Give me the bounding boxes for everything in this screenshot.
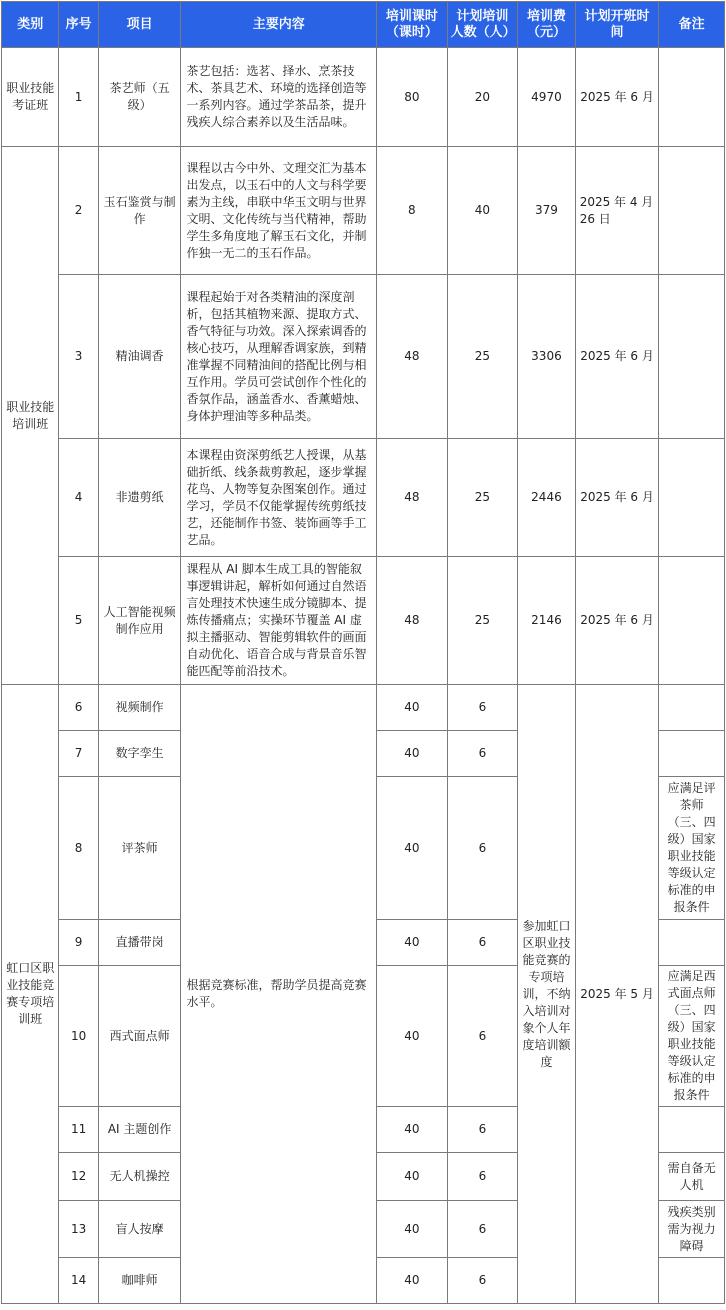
item-cell: 盲人按摩 bbox=[98, 1201, 181, 1258]
category-cell: 职业技能培训班 bbox=[2, 147, 59, 685]
fee-cell: 2446 bbox=[518, 439, 575, 557]
note-cell bbox=[659, 48, 725, 147]
hours-cell: 48 bbox=[377, 275, 448, 439]
no-cell: 9 bbox=[59, 920, 98, 966]
hours-cell: 48 bbox=[377, 439, 448, 557]
category-cell: 职业技能考证班 bbox=[2, 48, 59, 147]
no-cell: 10 bbox=[59, 966, 98, 1107]
content-cell: 课程以古今中外、文理交汇为基本出发点，以玉石中的人文与科学要素为主线，串联中华玉文明与世界文明、文化传统与当代精神，帮助学生多角度地了解玉石文化，并制作独一无二的玉石作品。 bbox=[181, 147, 377, 275]
category-cell: 虹口区职业技能竞赛专项培训班 bbox=[2, 685, 59, 1304]
people-cell: 20 bbox=[447, 48, 518, 147]
header-note: 备注 bbox=[659, 2, 725, 48]
no-cell: 2 bbox=[59, 147, 98, 275]
start-cell: 2025 年 6 月 bbox=[575, 275, 659, 439]
table-row bbox=[2, 147, 725, 275]
no-cell: 7 bbox=[59, 731, 98, 777]
people-cell: 6 bbox=[447, 1258, 518, 1304]
note-cell: 应满足评茶师（三、四级）国家职业技能等级认定标准的申报条件 bbox=[659, 777, 725, 920]
hours-cell: 40 bbox=[377, 1258, 448, 1304]
people-cell: 25 bbox=[447, 275, 518, 439]
fee-cell: 4970 bbox=[518, 48, 575, 147]
people-cell: 6 bbox=[447, 777, 518, 920]
header-no: 序号 bbox=[59, 2, 98, 48]
start-cell: 2025 年 5 月 bbox=[575, 685, 659, 1304]
note-cell bbox=[659, 557, 725, 685]
content-cell: 根据竞赛标准，帮助学员提高竞赛水平。 bbox=[181, 685, 377, 1304]
item-cell: 无人机操控 bbox=[98, 1153, 181, 1201]
table-row bbox=[2, 557, 725, 685]
item-cell: 视频制作 bbox=[98, 685, 181, 731]
note-cell: 残疾类别需为视力障碍 bbox=[659, 1201, 725, 1258]
item-cell: 西式面点师 bbox=[98, 966, 181, 1107]
training-table bbox=[1, 1, 725, 1304]
no-cell: 13 bbox=[59, 1201, 98, 1258]
header-content: 主要内容 bbox=[181, 2, 377, 48]
table-row bbox=[2, 48, 725, 147]
header-item: 项目 bbox=[98, 2, 181, 48]
hours-cell: 40 bbox=[377, 777, 448, 920]
note-cell bbox=[659, 1107, 725, 1153]
content-cell: 课程起始于对各类精油的深度剖析，包括其植物来源、提取方式、香气特征与功效。深入探索调香的核心技巧，从理解香调家族，到精准掌握不同精油间的搭配比例与相互作用。学员可尝试创作个性化的香氛作品，涵盖香水、香薰蜡烛、身体护理油等多种品类。 bbox=[181, 275, 377, 439]
header-category: 类别 bbox=[2, 2, 59, 48]
start-cell: 2025 年 6 月 bbox=[575, 48, 659, 147]
no-cell: 14 bbox=[59, 1258, 98, 1304]
hours-cell: 40 bbox=[377, 966, 448, 1107]
people-cell: 6 bbox=[447, 731, 518, 777]
note-cell bbox=[659, 685, 725, 731]
people-cell: 6 bbox=[447, 1153, 518, 1201]
note-cell bbox=[659, 920, 725, 966]
header-people: 计划培训人数（人） bbox=[447, 2, 518, 48]
fee-cell: 2146 bbox=[518, 557, 575, 685]
hours-cell: 40 bbox=[377, 731, 448, 777]
people-cell: 6 bbox=[447, 920, 518, 966]
hours-cell: 80 bbox=[377, 48, 448, 147]
table-row bbox=[2, 439, 725, 557]
start-cell: 2025 年 6 月 bbox=[575, 557, 659, 685]
item-cell: 咖啡师 bbox=[98, 1258, 181, 1304]
fee-cell: 379 bbox=[518, 147, 575, 275]
hours-cell: 48 bbox=[377, 557, 448, 685]
item-cell: AI 主题创作 bbox=[98, 1107, 181, 1153]
people-cell: 6 bbox=[447, 685, 518, 731]
content-cell: 茶艺包括：选茗、择水、烹茶技术、茶具艺术、环境的选择创造等一系列内容。通过学茶品茶，提升残疾人综合素养以及生活品味。 bbox=[181, 48, 377, 147]
no-cell: 8 bbox=[59, 777, 98, 920]
table-row bbox=[2, 685, 725, 731]
people-cell: 6 bbox=[447, 1107, 518, 1153]
item-cell: 非遗剪纸 bbox=[98, 439, 181, 557]
note-cell bbox=[659, 439, 725, 557]
header-hours: 培训课时（课时） bbox=[377, 2, 448, 48]
people-cell: 40 bbox=[447, 147, 518, 275]
item-cell: 人工智能视频制作应用 bbox=[98, 557, 181, 685]
fee-cell: 3306 bbox=[518, 275, 575, 439]
item-cell: 茶艺师（五级） bbox=[98, 48, 181, 147]
note-cell bbox=[659, 275, 725, 439]
hours-cell: 40 bbox=[377, 1201, 448, 1258]
header-start: 计划开班时间 bbox=[575, 2, 659, 48]
content-cell: 课程从 AI 脚本生成工具的智能叙事逻辑讲起，解析如何通过自然语言处理技术快速生成分镜脚本、提炼传播痛点；实操环节覆盖 AI 虚拟主播驱动、智能剪辑软件的画面自动优化、语音合成与背景音乐智能匹配等前沿技术。 bbox=[181, 557, 377, 685]
header-fee: 培训费（元） bbox=[518, 2, 575, 48]
note-cell bbox=[659, 1258, 725, 1304]
people-cell: 6 bbox=[447, 1201, 518, 1258]
note-cell: 需自备无人机 bbox=[659, 1153, 725, 1201]
hours-cell: 40 bbox=[377, 685, 448, 731]
note-cell: 应满足西式面点师（三、四级）国家职业技能等级认定标准的申报条件 bbox=[659, 966, 725, 1107]
table-row bbox=[2, 275, 725, 439]
no-cell: 3 bbox=[59, 275, 98, 439]
no-cell: 5 bbox=[59, 557, 98, 685]
item-cell: 评茶师 bbox=[98, 777, 181, 920]
fee-cell: 参加虹口区职业技能竞赛的专项培训，不纳入培训对象个人年度培训额度 bbox=[518, 685, 575, 1304]
item-cell: 玉石鉴赏与制作 bbox=[98, 147, 181, 275]
hours-cell: 40 bbox=[377, 1153, 448, 1201]
item-cell: 直播带岗 bbox=[98, 920, 181, 966]
header-row bbox=[2, 2, 725, 48]
people-cell: 25 bbox=[447, 439, 518, 557]
item-cell: 精油调香 bbox=[98, 275, 181, 439]
note-cell bbox=[659, 731, 725, 777]
no-cell: 1 bbox=[59, 48, 98, 147]
item-cell: 数字孪生 bbox=[98, 731, 181, 777]
no-cell: 12 bbox=[59, 1153, 98, 1201]
note-cell bbox=[659, 147, 725, 275]
hours-cell: 40 bbox=[377, 1107, 448, 1153]
start-cell: 2025 年 4 月 26 日 bbox=[575, 147, 659, 275]
no-cell: 4 bbox=[59, 439, 98, 557]
no-cell: 6 bbox=[59, 685, 98, 731]
people-cell: 6 bbox=[447, 966, 518, 1107]
no-cell: 11 bbox=[59, 1107, 98, 1153]
hours-cell: 8 bbox=[377, 147, 448, 275]
people-cell: 25 bbox=[447, 557, 518, 685]
hours-cell: 40 bbox=[377, 920, 448, 966]
start-cell: 2025 年 6 月 bbox=[575, 439, 659, 557]
content-cell: 本课程由资深剪纸艺人授课，从基础折纸、线条裁剪教起，逐步掌握花鸟、人物等复杂图案创作。通过学习，学员不仅能掌握传统剪纸技艺，还能制作书签、装饰画等手工艺品。 bbox=[181, 439, 377, 557]
